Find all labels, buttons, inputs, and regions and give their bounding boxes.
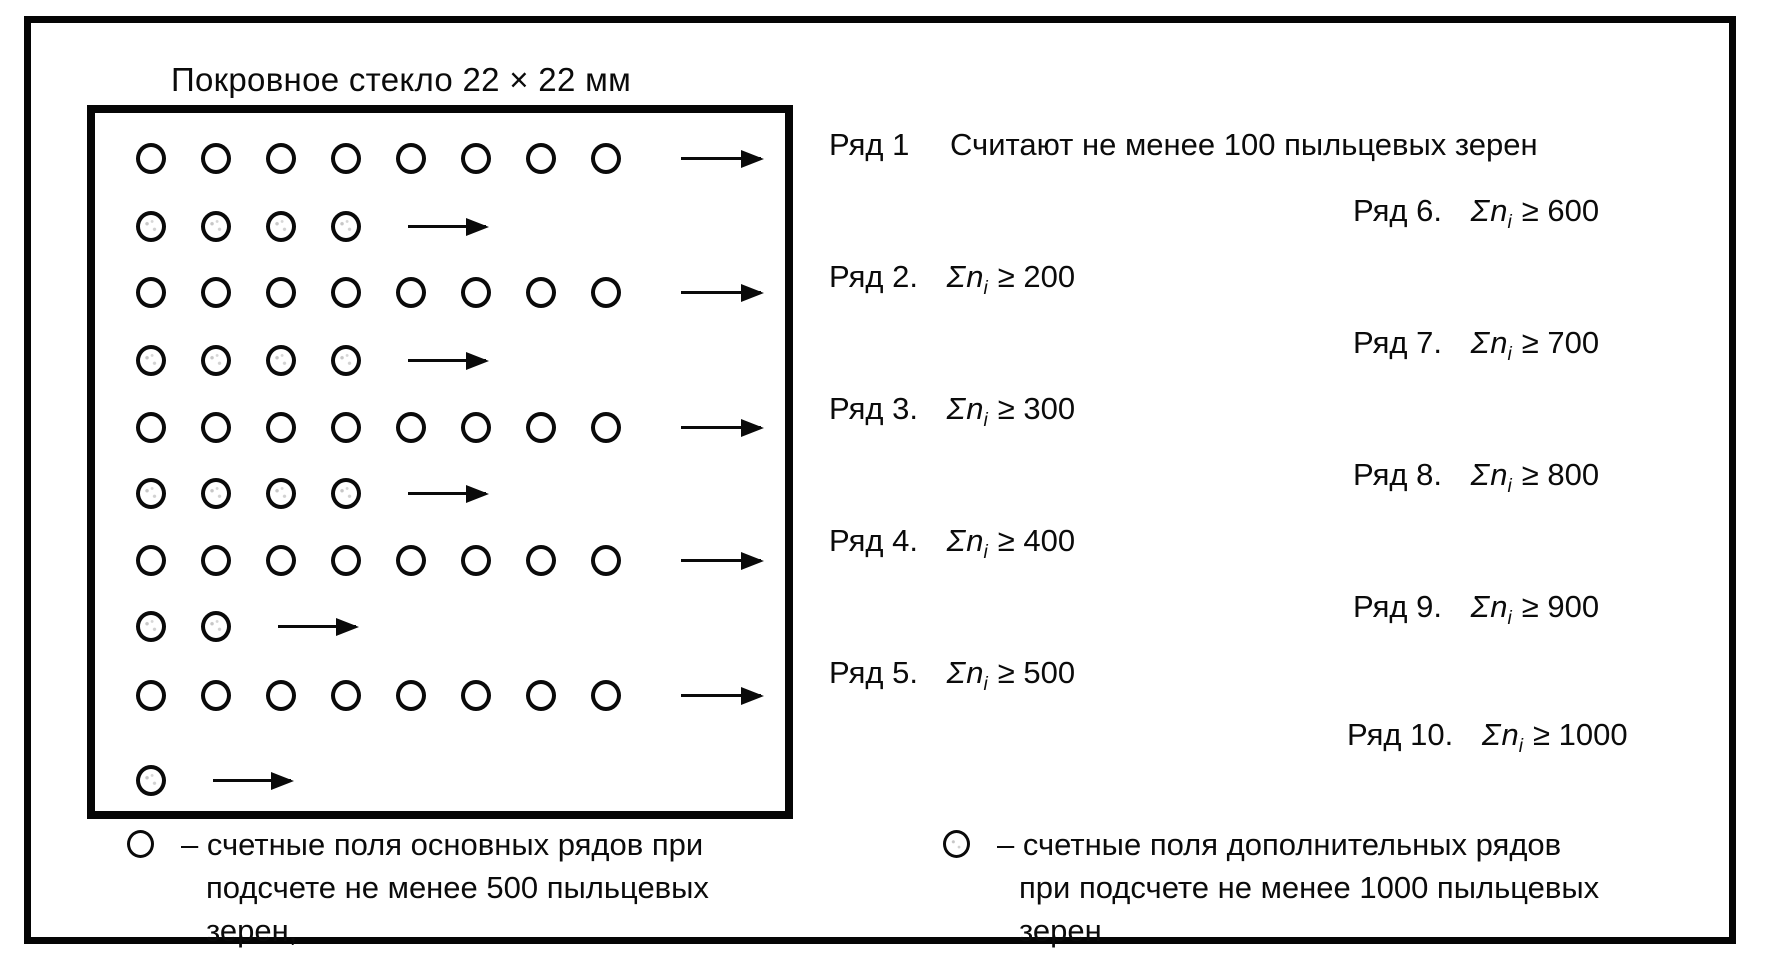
row-label-1-text: Считают не менее 100 пыльцевых зерен [950,127,1538,162]
counting-field-circle [136,765,166,796]
field-row-2 [103,211,777,243]
counting-fields-grid [103,121,777,803]
counting-field-circle [331,345,361,376]
counting-field-circle [526,545,556,576]
counting-field-circle [136,545,166,576]
counting-field-circle [266,277,296,308]
counting-field-circle [201,611,231,642]
counting-field-circle [396,412,426,443]
counting-field-circle [591,680,621,711]
field-row-3 [103,277,777,309]
counting-field-circle [526,412,556,443]
counting-field-circle [461,277,491,308]
row-label-2 [829,258,1076,300]
counting-field-circle [201,545,231,576]
counting-field-circle [526,143,556,174]
row-label-1 [829,126,1538,164]
row-label-4-name: Ряд 4. [829,523,918,558]
field-row-7 [103,545,777,577]
scan-direction-arrow [681,559,761,562]
row-label-1-name: Ряд 1 [829,127,910,162]
row-label-5-formula: $\Sigma n_i \ge 500$ [946,655,1076,696]
figure-frame [24,16,1736,948]
counting-field-circle [526,277,556,308]
field-row-10 [103,765,777,797]
scan-direction-arrow [681,157,761,160]
counting-field-circle [396,680,426,711]
counting-field-circle [136,412,166,443]
legend-additional-rows [943,823,1599,952]
counting-field-circle [266,545,296,576]
scan-direction-arrow [408,359,486,362]
row-label-7-name: Ряд 7. [1353,325,1442,360]
counting-field-circle [396,545,426,576]
counting-field-circle [201,412,231,443]
counting-field-circle [461,412,491,443]
counting-field-circle [136,611,166,642]
scan-direction-arrow [681,694,761,697]
row-label-7 [1353,324,1600,366]
scan-direction-arrow [408,225,486,228]
counting-field-circle [331,545,361,576]
legend-additional-line1: – счетные поля дополнительных рядов [997,827,1562,862]
counting-field-circle [266,680,296,711]
row-label-8-formula: $\Sigma n_i \ge 800$ [1470,457,1600,498]
row-label-3-formula: $\Sigma n_i \ge 300$ [946,391,1076,432]
counting-field-circle [266,345,296,376]
counting-field-circle [591,277,621,308]
row-label-6-name: Ряд 6. [1353,193,1442,228]
counting-field-circle [201,680,231,711]
legend-main-line3: зерен, [206,913,298,948]
row-label-3-name: Ряд 3. [829,391,918,426]
counting-field-circle [266,143,296,174]
row-label-9 [1353,588,1600,630]
row-label-10-name: Ряд 10. [1347,717,1454,752]
counting-field-circle [526,680,556,711]
field-row-1 [103,143,777,175]
counting-field-circle [201,345,231,376]
row-label-6 [1353,192,1600,234]
row-label-9-formula: $\Sigma n_i \ge 900$ [1470,589,1600,630]
scan-direction-arrow [278,625,356,628]
field-row-5 [103,412,777,444]
scan-direction-arrow [681,426,761,429]
field-row-6 [103,478,777,510]
counting-field-circle [396,277,426,308]
row-label-4 [829,522,1076,564]
counting-field-circle [591,545,621,576]
scan-direction-arrow [213,779,291,782]
row-label-5 [829,654,1076,696]
counting-field-circle [396,143,426,174]
scan-direction-arrow [408,492,486,495]
row-label-7-formula: $\Sigma n_i \ge 700$ [1470,325,1600,366]
counting-field-circle [331,211,361,242]
legend-main-rows [127,823,709,952]
counting-field-circle [591,143,621,174]
cover-glass-title: Покровное стекло 22 × 22 мм [171,61,632,98]
counting-field-circle [136,143,166,174]
counting-field-circle [266,211,296,242]
counting-field-circle [201,478,231,509]
counting-field-circle [331,277,361,308]
field-row-9 [103,680,777,712]
counting-field-circle [201,277,231,308]
counting-field-circle [331,143,361,174]
additional-field-circle-icon [943,830,970,858]
legend-main-line2: подсчете не менее 500 пыльцевых [206,870,709,905]
counting-field-circle [136,277,166,308]
counting-field-circle [591,412,621,443]
row-label-5-name: Ряд 5. [829,655,918,690]
counting-field-circle [136,211,166,242]
counting-field-circle [136,345,166,376]
row-label-3 [829,390,1076,432]
counting-field-circle [136,478,166,509]
row-label-8 [1353,456,1600,498]
row-label-10 [1347,716,1628,758]
legend-additional-line3: зерен [1019,913,1102,948]
row-label-2-formula: $\Sigma n_i \ge 200$ [946,259,1076,300]
field-row-4 [103,345,777,377]
counting-field-circle [331,680,361,711]
scan-direction-arrow [681,291,761,294]
counting-field-circle [201,211,231,242]
counting-field-circle [461,143,491,174]
counting-field-circle [331,478,361,509]
counting-field-circle [201,143,231,174]
row-label-6-formula: $\Sigma n_i \ge 600$ [1470,193,1600,234]
main-field-circle-icon [127,830,154,858]
counting-field-circle [331,412,361,443]
legend-additional-line2: при подсчете не менее 1000 пыльцевых [1019,870,1600,905]
row-label-8-name: Ряд 8. [1353,457,1442,492]
counting-field-circle [266,412,296,443]
legend-main-line1: – счетные поля основных рядов при [181,827,704,862]
cover-glass-box [87,105,793,819]
counting-field-circle [266,478,296,509]
row-label-9-name: Ряд 9. [1353,589,1442,624]
row-label-10-formula: $\Sigma n_i \ge 1000$ [1481,717,1628,758]
counting-field-circle [136,680,166,711]
field-row-8 [103,611,777,643]
counting-field-circle [461,545,491,576]
counting-field-circle [461,680,491,711]
row-label-4-formula: $\Sigma n_i \ge 400$ [946,523,1076,564]
row-label-2-name: Ряд 2. [829,259,918,294]
